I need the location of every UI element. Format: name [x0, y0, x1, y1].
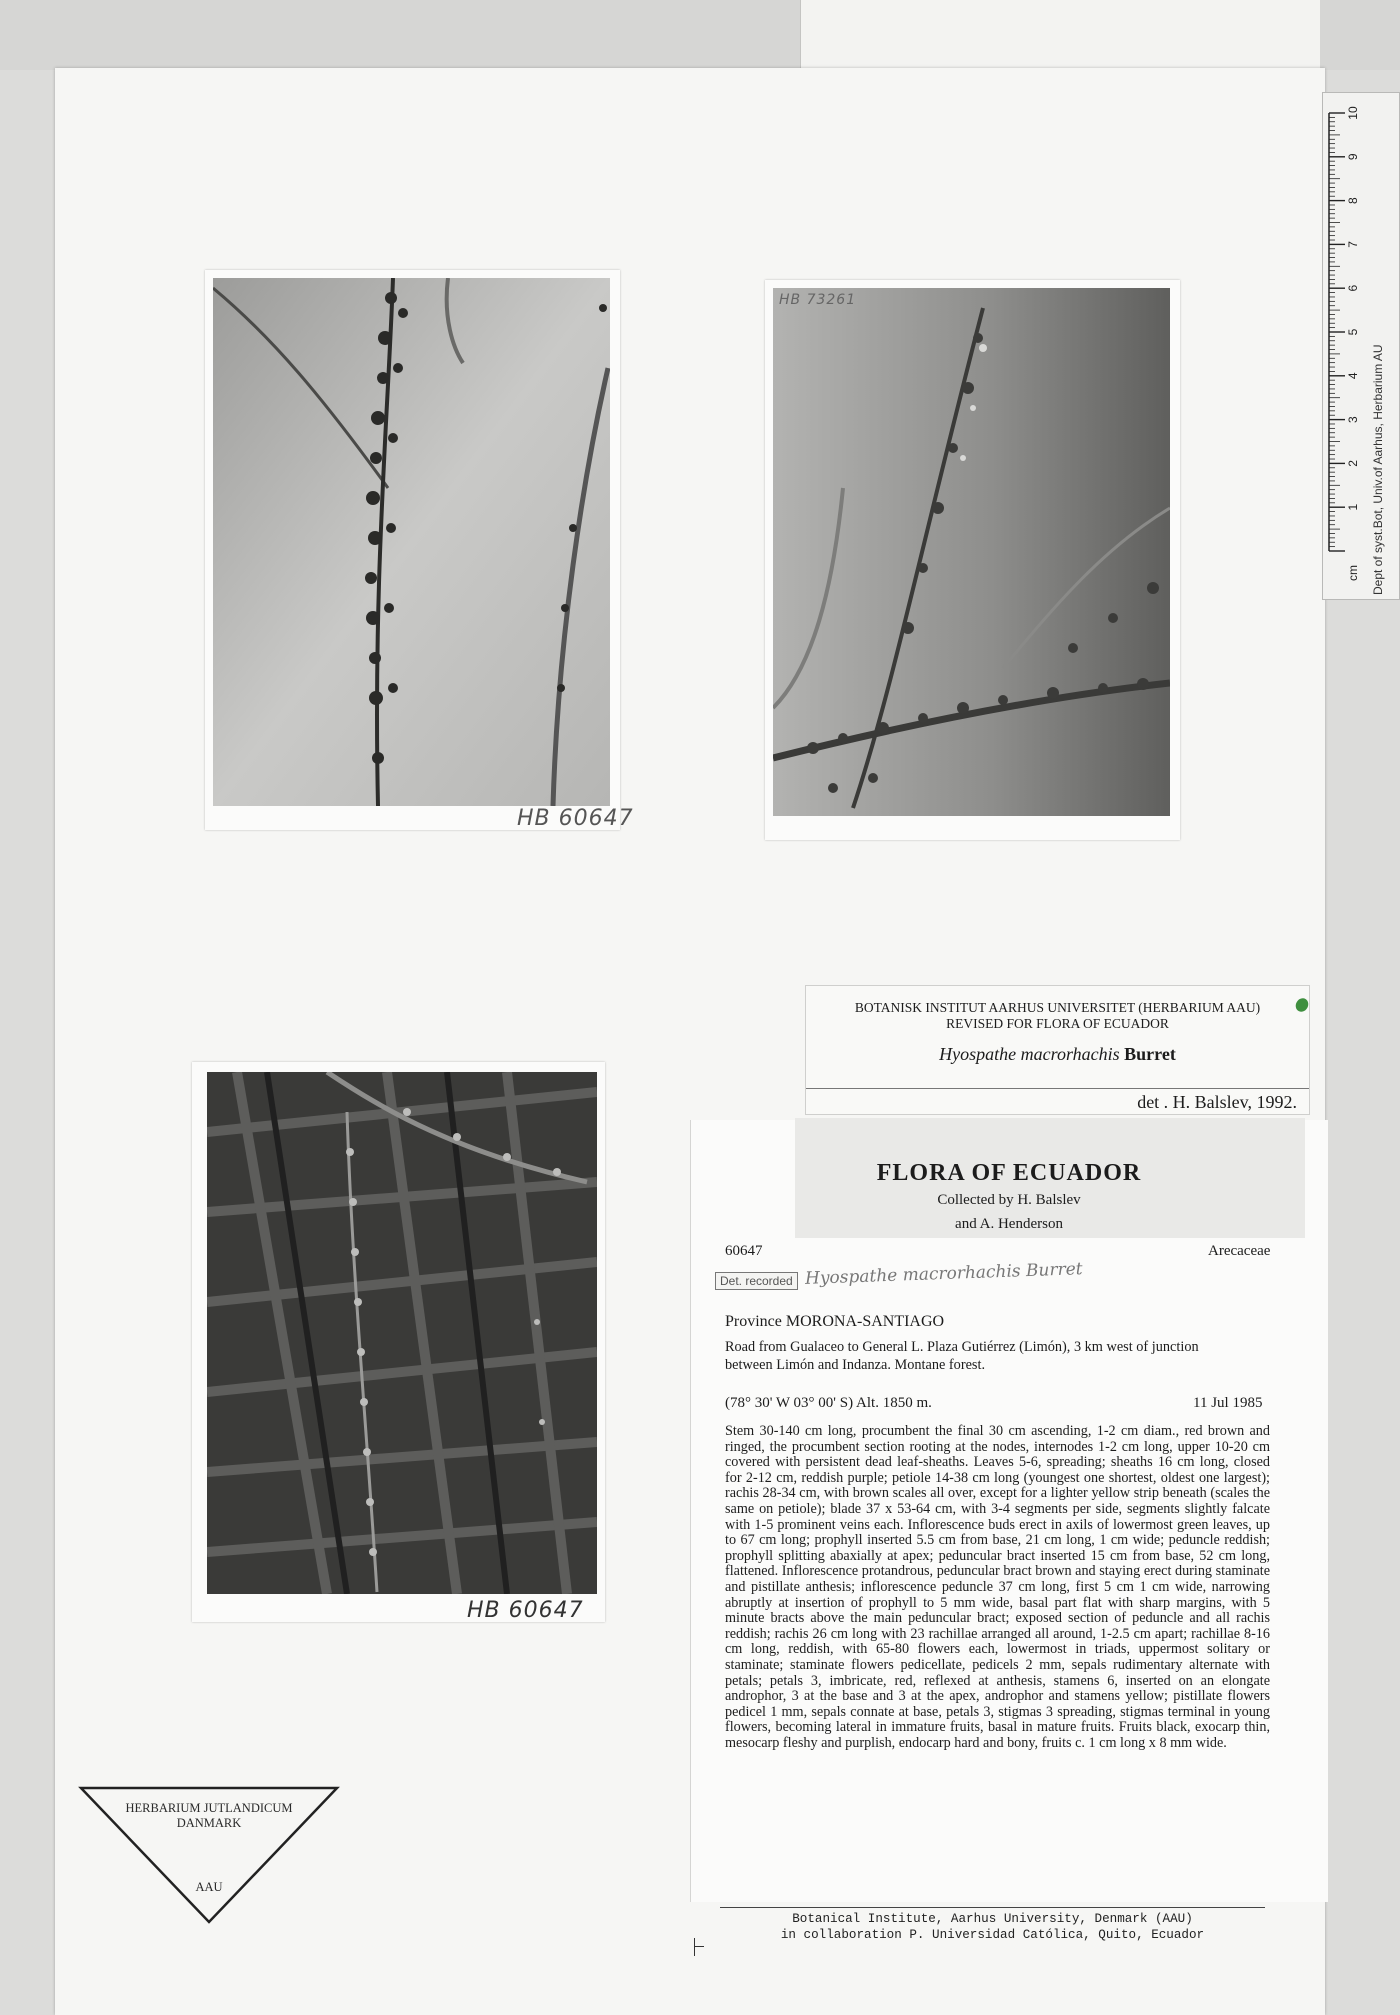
revision-purpose: REVISED FOR FLORA OF ECUADOR: [946, 1016, 1169, 1031]
ruler-number: 6: [1346, 284, 1360, 292]
species-name: Hyospathe macrorhachis: [939, 1044, 1120, 1064]
det-recorded-stamp: Det. recorded: [715, 1272, 798, 1290]
ruler-number: 1: [1346, 503, 1360, 511]
ruler-number: 3: [1346, 416, 1360, 423]
photo-1-accession: HB 60647: [517, 806, 634, 831]
locality-line-1: Road from Gualaceo to General L. Plaza Gutiérrez (Limón), 3 km west of junction: [725, 1339, 1199, 1355]
ruler-number: 9: [1346, 153, 1360, 161]
ruler-number: 4: [1346, 372, 1360, 380]
photo-3-accession: HB 60647: [467, 1598, 584, 1623]
ruler-number: 2: [1346, 460, 1360, 467]
ruler-number: 7: [1346, 241, 1360, 248]
ruler-scale: [1323, 93, 1369, 601]
specimen-photo-1: [213, 278, 610, 806]
photo-frame-2: [765, 280, 1180, 840]
species-author: Burret: [1124, 1044, 1176, 1064]
collector-line-2: and A. Henderson: [955, 1216, 1063, 1232]
photo-frame-3: [192, 1062, 605, 1622]
herbarium-stamp: [78, 1785, 340, 1925]
collection-date: 11 Jul 1985: [1193, 1395, 1263, 1411]
footer-rule: [720, 1907, 1265, 1908]
determination: det . H. Balslev, 1992.: [806, 1088, 1309, 1113]
ruler-credit: Dept of syst.Bot, Univ.of Aarhus, Herbarium AU: [1371, 344, 1385, 595]
province: Province MORONA-SANTIAGO: [725, 1313, 945, 1330]
cm-ruler: [1322, 92, 1400, 600]
collector-line: Collected by H. Balslev: [937, 1192, 1081, 1208]
flora-title: FLORA OF ECUADOR: [876, 1160, 1142, 1186]
locality-line-2: between Limón and Indanza. Montane forest.: [725, 1357, 986, 1373]
specimen-photo-2: [773, 288, 1170, 816]
specimen-description: Stem 30-140 cm long, procumbent the final 30 cm ascending, 1-2 cm diam., red brown and ringed, the procumbent section rooting at the nodes, internodes 1-2 cm long, upper 10-20 cm covered with persistent dead leaf-sheaths. Leaves 5-6, spreading; sheaths 16 cm long, closed for 2-12 cm, reddish purple; petiole 14-38 cm long (youngest one shortest, oldest one largest); rachis 28-34 cm, with brown scales all over, except for a lighter yellow strip beneath (scales the same on petiole); blade 37 x 53-64 cm, with 3-4 segments per side, segments slightly falcate with 1-5 prominent veins each. Inflorescence buds erect in axils of lowermost green leaves, up to 67 cm long; prophyll inserted 5.5 cm from base, 21 cm long, 1 cm wide; peduncle reddish; prophyll splitting abaxially at apex; peduncular bract inserted 15 cm from base, 52 cm long, flattened. Inflorescence protandrous, peduncular bract brown and staying erect during staminate and pistillate anthesis; inflorescence peduncle 37 cm long, first 5 cm 1 cm wide, narrowing abruptly at insertion of prophyll to 5 mm wide, basal part flat with sharp margins, with 5 minute bracts above the main peduncular bract; exposed section of peduncle and all rachis reddish; rachis 26 cm long with 23 rachillae arranged all around, 1-2.5 cm apart; rachillae 8-16 cm long, reddish, with 65-80 flowers each, lowermost in triads, uppermost solitary or staminate; staminate flowers pedicellate, pedicels 2 mm, sepals rudimentary alternate with petals; petals 3, imbricate, red, reflexed at anthesis, stamens 6, inserted on an elongate androphor, 3 at the base and 3 at the apex, androphor and stamens yellow; pistillate flowers pedicel 1 mm, sepals connate at base, petals 3, stigmas 3 spreading, stigmas terminal in young flowers, becoming lateral in immature fruits, basal in mature fruits. Fruits black, exocarp thin, mesocarp fleshy and purplish, endocarp hard and bony, fruits c. 1 cm long x 8 mm wide.: [725, 1424, 1270, 1751]
revision-institute: BOTANISK INSTITUT AARHUS UNIVERSITET (HERBARIUM AAU): [854, 1000, 1261, 1015]
footer-collaboration: in collaboration P. Universidad Católica, Quito, Ecuador: [780, 1928, 1205, 1942]
stamp-line-2: DANMARK: [176, 1816, 242, 1830]
revision-species: [806, 1044, 1309, 1065]
collection-number: 60647: [725, 1243, 763, 1259]
family-name: Arecaceae: [1208, 1243, 1271, 1259]
det-handwriting: Hyospathe macrorhachis Burret: [804, 1259, 1083, 1289]
tick-mark: [694, 1946, 704, 1947]
footer-institution: Botanical Institute, Aarhus University, Denmark (AAU): [792, 1912, 1193, 1926]
ruler-number: 5: [1346, 328, 1360, 336]
revision-label: [805, 985, 1310, 1115]
ruler-number: 10: [1346, 106, 1360, 120]
ruler-unit: cm: [1346, 565, 1360, 581]
stamp-line-1: HERBARIUM JUTLANDICUM: [125, 1801, 293, 1815]
specimen-photo-3: [207, 1072, 597, 1594]
photo-2-accession: HB 73261: [779, 292, 857, 308]
ruler-number: 8: [1346, 197, 1360, 204]
background-card: [800, 0, 1320, 72]
tick-mark: [694, 1938, 695, 1956]
stamp-code: AAU: [195, 1880, 223, 1894]
photo-frame-1: [205, 270, 634, 831]
coordinates-altitude: (78° 30' W 03° 00' S) Alt. 1850 m.: [725, 1395, 932, 1411]
